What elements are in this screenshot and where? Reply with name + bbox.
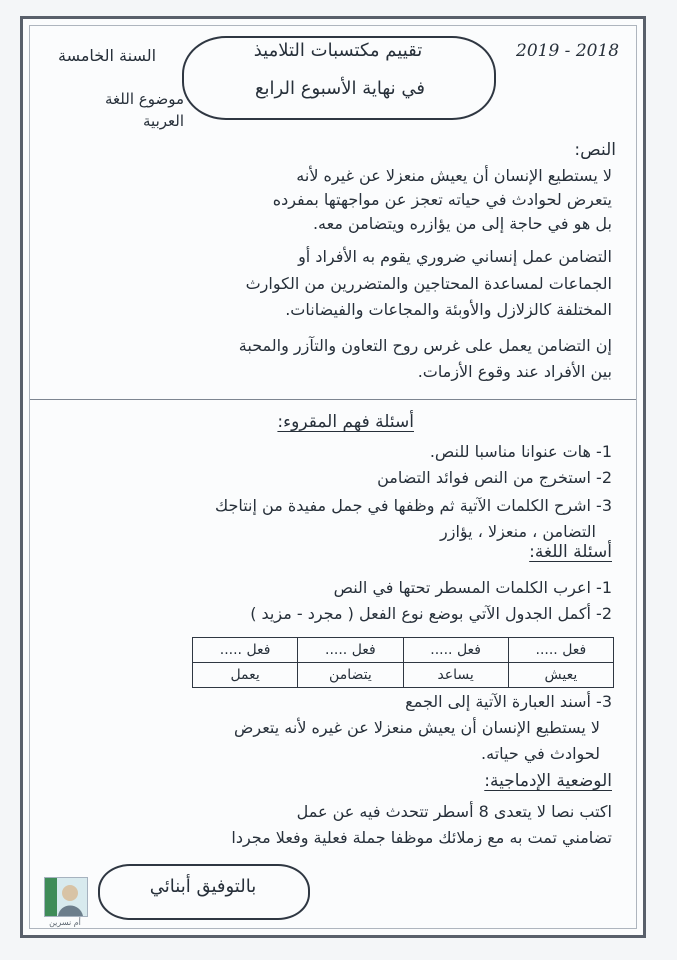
table-verb-cell: يعيش (508, 663, 613, 688)
grade-label: السنة الخامسة (58, 46, 157, 65)
table-verb-cell: يتضامن (298, 663, 403, 688)
title-line-2: في نهاية الأسبوع الرابع (254, 78, 426, 99)
language-question-3: 3- أسند العبارة الآتية إلى الجمع (405, 692, 612, 711)
language-label: أسئلة اللغة: (529, 542, 612, 562)
text-line-5: الجماعات لمساعدة المحتاجين والمتضررين من الكوارث (245, 274, 612, 293)
table-row (193, 638, 614, 663)
text-line-6: المختلفة كالزلازل والأوبئة والمجاعات والفيضانات. (285, 300, 612, 319)
integration-label: الوضعية الإدماجية: (484, 771, 612, 791)
text-label: النص: (574, 140, 616, 160)
subject-line-1: موضوع اللغة (105, 90, 184, 108)
verb-type-table (192, 637, 614, 688)
comprehension-words: التضامن ، منعزلا ، يؤازر (439, 522, 596, 541)
subject-label (50, 88, 184, 132)
worksheet-paper (20, 16, 646, 938)
table-header-cell: فعل ..... (508, 638, 613, 663)
integration-line-2: تضامني تمت به مع زملائك موظفا جملة فعلية وفعلا مجردا (231, 828, 612, 847)
table-header-cell: فعل ..... (193, 638, 298, 663)
language-question-2: 2- أكمل الجدول الآتي بوضع نوع الفعل ( مجرد - مزيد ) (250, 604, 612, 623)
comprehension-question-1: 1- هات عنوانا مناسبا للنص. (429, 442, 612, 461)
watermark-logo (44, 877, 88, 917)
table-verb-cell: يساعد (403, 663, 508, 688)
integration-line-1: اكتب نصا لا يتعدى 8 أسطر تتحدث فيه عن عمل (296, 802, 612, 821)
portrait-icon (45, 878, 87, 916)
closing-message: بالتوفيق أبنائي (149, 876, 257, 897)
worksheet-inner-border (29, 25, 637, 929)
text-line-2: يتعرض لحوادث في حياته تعجز عن مواجهتها بمفرده (272, 190, 612, 209)
comprehension-question-2: 2- استخرج من النص فوائد التضامن (377, 468, 612, 487)
title-line-1: تقييم مكتسبات التلاميذ (253, 40, 423, 61)
text-line-4: التضامن عمل إنساني ضروري يقوم به الأفراد أو (298, 247, 612, 266)
table-header-cell: فعل ..... (403, 638, 508, 663)
section-divider (30, 399, 636, 400)
school-year: 2019 - 2018 (516, 41, 620, 61)
comprehension-question-3: 3- اشرح الكلمات الآتية ثم وظفها في جمل مفيدة من إنتاجك (214, 496, 612, 515)
text-line-3: بل هو في حاجة إلى من يؤازره ويتضامن معه. (312, 214, 612, 233)
logo-caption: أم نسرين (49, 918, 81, 927)
table-verb-cell: يعمل (193, 663, 298, 688)
text-line-8: بين الأفراد عند وقوع الأزمات. (417, 362, 612, 381)
table-row (193, 663, 614, 688)
language-question-1: 1- اعرب الكلمات المسطر تحتها في النص (333, 578, 612, 597)
table-header-cell: فعل ..... (298, 638, 403, 663)
language-sentence-2: لحوادث في حياته. (481, 744, 600, 763)
text-line-1: لا يستطيع الإنسان أن يعيش منعزلا عن غيره لأنه (296, 166, 612, 185)
subject-line-2: العربية (143, 112, 184, 130)
comprehension-label: أسئلة فهم المقروء: (277, 412, 414, 432)
language-sentence-1: لا يستطيع الإنسان أن يعيش منعزلا عن غيره لأنه يتعرض (234, 718, 600, 737)
text-line-7: إن التضامن يعمل على غرس روح التعاون والتآزر والمحبة (238, 336, 612, 355)
